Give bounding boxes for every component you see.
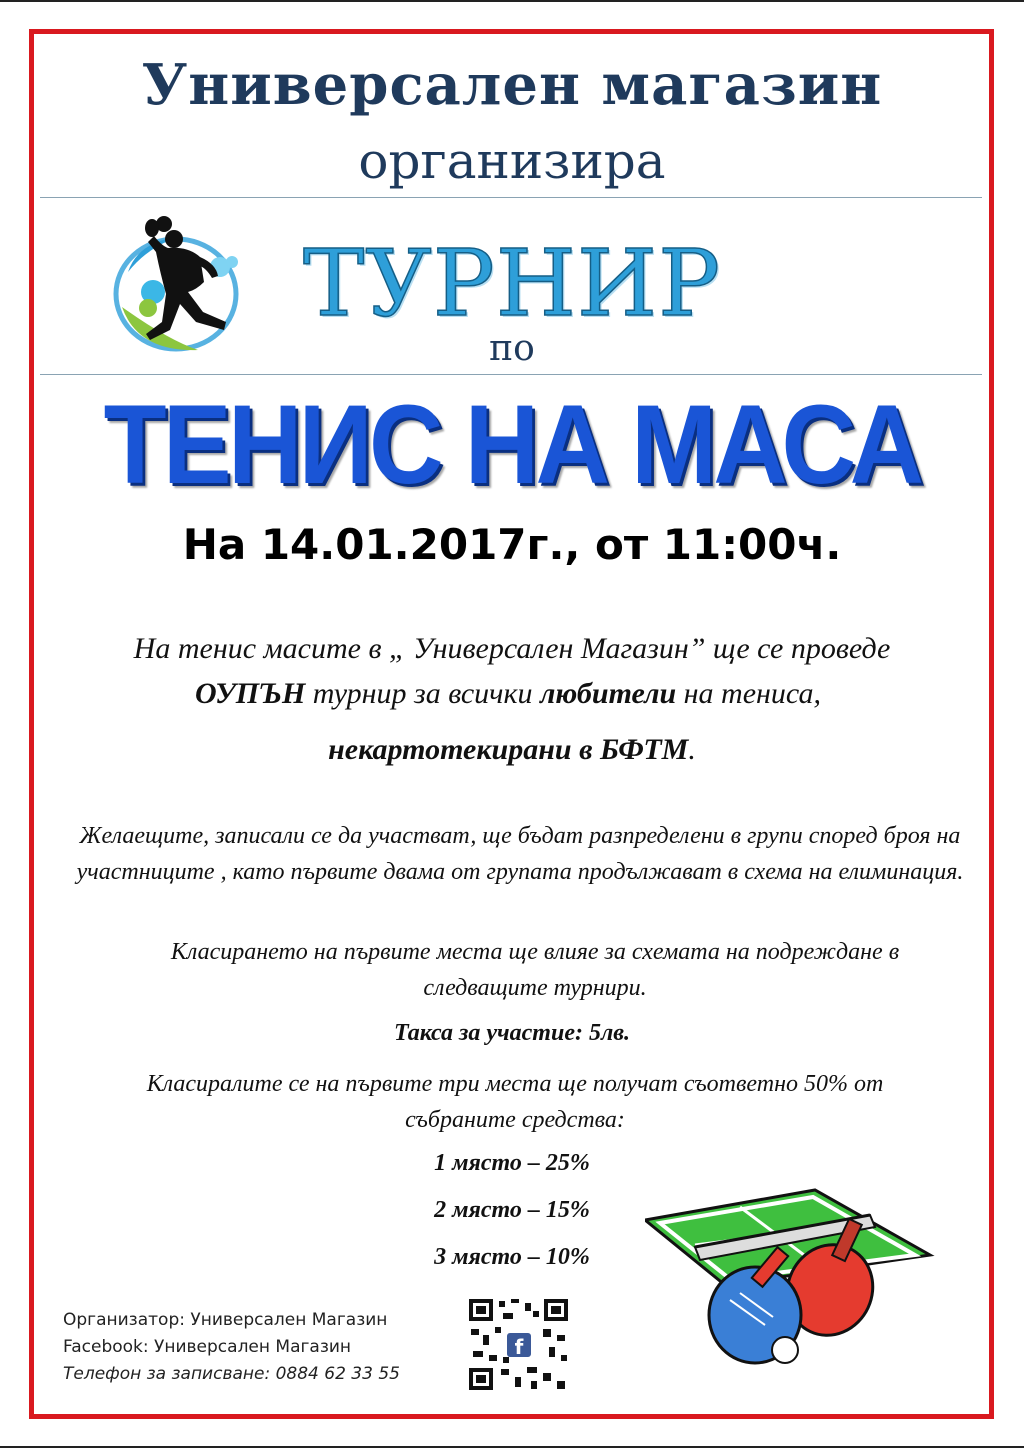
contacts-block bbox=[63, 1307, 400, 1388]
prize-second: 2 място – 15% bbox=[434, 1197, 590, 1223]
tournament-title: ТУРНИР bbox=[302, 230, 722, 337]
svg-text:f: f bbox=[514, 1335, 524, 1359]
open-label: ОУПЪН bbox=[195, 677, 306, 710]
intro-line-3 bbox=[0, 733, 1024, 767]
divider-top bbox=[40, 197, 982, 198]
intro-line-2-end: на тениса, bbox=[676, 677, 821, 710]
bottom-border-line bbox=[0, 1446, 1024, 1448]
unregistered-label: некартотекирани в БФТМ bbox=[328, 733, 689, 766]
sport-title: ТЕНИС НА МАСА bbox=[103, 382, 921, 507]
top-border-line bbox=[0, 0, 1024, 2]
intro-line-3-end: . bbox=[688, 733, 696, 766]
ping-pong-table-icon bbox=[645, 1185, 935, 1370]
prize-third: 3 място – 10% bbox=[434, 1244, 590, 1270]
intro-line-2-mid: турнир за всички bbox=[305, 677, 541, 710]
ranking-rule: Класирането на първите места ще влияе за схемата на подреждане в следващите турнири. bbox=[170, 939, 900, 1001]
by-label: по bbox=[489, 328, 535, 369]
amateurs-label: любители bbox=[540, 677, 677, 710]
event-datetime: На 14.01.2017г., от 11:00ч. bbox=[182, 520, 842, 569]
phone-line: Телефон за записване: 0884 62 33 55 bbox=[63, 1364, 400, 1384]
prize-first: 1 място – 25% bbox=[434, 1150, 590, 1176]
groups-rule: Желаещите, записали се да участват, ще бъдат разпределени в групи според броя на участниците , като първите двама от групата продължават в схема на елиминация. bbox=[76, 823, 964, 885]
divider-bottom bbox=[40, 374, 982, 375]
prizes-intro: Класиралите се на първите три места ще получат съответно 50% от събраните средства: bbox=[146, 1071, 884, 1133]
organizer-line: Организатор: Универсален Магазин bbox=[63, 1310, 388, 1330]
qr-code-icon[interactable] bbox=[467, 1297, 570, 1392]
entry-fee: Такса за участие: 5лв. bbox=[393, 1020, 631, 1046]
intro-line-1: На тенис масите в „ Универсален Магазин” ще се проведе bbox=[133, 632, 891, 665]
shop-name: Универсален магазин bbox=[141, 52, 883, 118]
facebook-line: Facebook: Универсален Магазин bbox=[63, 1337, 352, 1357]
organizes-label: организира bbox=[358, 132, 666, 190]
intro-line-2 bbox=[0, 677, 1020, 711]
